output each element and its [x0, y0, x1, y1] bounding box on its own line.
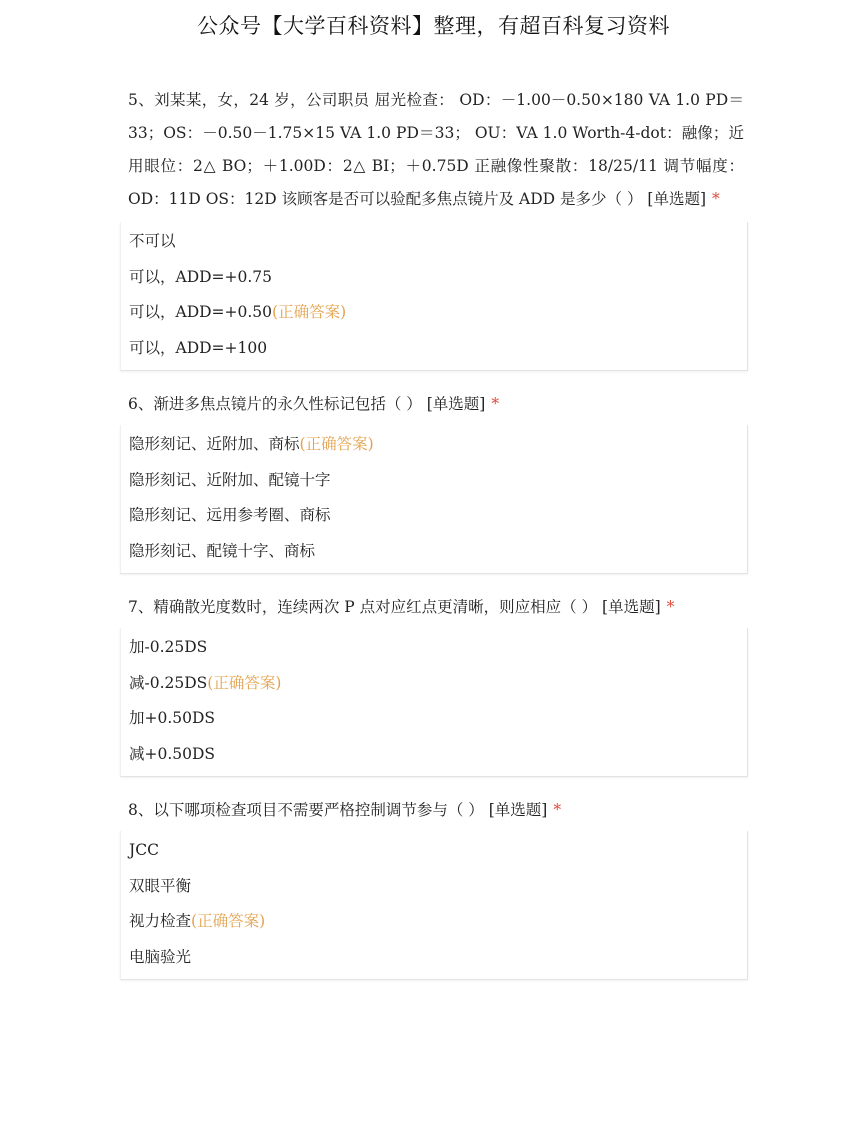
- question-5-stem: 5、刘某某，女，24 岁，公司职员 屈光检查： OD：－1.00－0.50×180 VA 1.0 PD＝33；OS：－0.50－1.75×15 VA 1.0 PD＝33； OU：VA 1.0 Worth-4-dot：融像；近用眼位：2△ BO；＋1.00D：2△ BI；＋0.75D 正融像性聚散：18/25/11 调节幅度： OD：11D OS：12D 该顾客是否可以验配多焦点镜片及 ADD 是多少（ ）: [128, 91, 744, 208]
- option-label: 减-0.25DS: [129, 673, 208, 692]
- required-star: *: [491, 395, 500, 413]
- question-6-option-a[interactable]: [121, 427, 747, 463]
- question-7-options: [120, 628, 748, 777]
- question-8-option-d[interactable]: [121, 940, 747, 976]
- question-8-text-block: [120, 789, 748, 831]
- required-star: *: [553, 801, 562, 819]
- question-list: [120, 84, 748, 992]
- question-7-text-block: [120, 586, 748, 628]
- option-label: 可以，ADD=+0.75: [129, 267, 273, 286]
- question-8-option-b[interactable]: [121, 869, 747, 905]
- question-6-text-block: [120, 383, 748, 425]
- required-star: *: [666, 598, 675, 616]
- question-5-type: [单选题]: [647, 190, 706, 208]
- question-5: [120, 84, 748, 371]
- option-label: 可以，ADD=+100: [129, 338, 268, 357]
- question-7-option-b[interactable]: [121, 666, 747, 702]
- question-7-option-c[interactable]: [121, 701, 747, 737]
- option-label: 双眼平衡: [129, 876, 192, 895]
- question-7-option-d[interactable]: [121, 737, 747, 773]
- option-label: 隐形刻记、近附加、配镜十字: [129, 470, 331, 489]
- option-label: 电脑验光: [129, 947, 192, 966]
- question-6: [120, 383, 748, 574]
- correct-answer-label: (正确答案): [299, 435, 374, 453]
- question-8-options: [120, 831, 748, 980]
- option-label: 隐形刻记、远用参考圈、商标: [129, 506, 331, 524]
- option-label: 减+0.50DS: [129, 744, 216, 763]
- question-5-option-b[interactable]: [121, 260, 747, 296]
- option-label: 加-0.25DS: [129, 638, 208, 656]
- question-5-option-d[interactable]: [121, 331, 747, 367]
- question-7-stem: 7、精确散光度数时，连续两次 P 点对应红点更清晰，则应相应（ ）: [128, 598, 598, 616]
- option-label: 不可以: [129, 232, 176, 250]
- question-5-option-a[interactable]: [121, 224, 747, 260]
- option-label: 可以，ADD=+0.50: [129, 303, 273, 321]
- correct-answer-label: (正确答案): [191, 912, 266, 930]
- question-6-option-d[interactable]: [121, 534, 747, 570]
- correct-answer-label: (正确答案): [272, 303, 347, 321]
- question-7-type: [单选题]: [602, 598, 661, 616]
- required-star: *: [712, 190, 720, 208]
- question-5-options: [120, 222, 748, 371]
- question-5-option-c[interactable]: [121, 295, 747, 331]
- question-8-stem: 8、以下哪项检查项目不需要严格控制调节参与（ ）: [128, 801, 484, 819]
- question-7: [120, 586, 748, 777]
- page-header-title: 公众号【大学百科资料】整理，有超百科复习资料: [197, 14, 670, 38]
- option-label: 隐形刻记、近附加、商标: [129, 435, 300, 453]
- question-6-option-c[interactable]: [121, 498, 747, 534]
- correct-answer-label: (正确答案): [207, 673, 282, 692]
- option-label: 视力检查: [129, 912, 192, 930]
- question-6-options: [120, 425, 748, 574]
- question-6-stem: 6、渐进多焦点镜片的永久性标记包括（ ）: [128, 395, 422, 413]
- question-8-option-c[interactable]: [121, 904, 747, 940]
- option-label: 隐形刻记、配镜十字、商标: [129, 541, 316, 560]
- question-8: [120, 789, 748, 980]
- question-8-type: [单选题]: [488, 801, 548, 819]
- option-label: 加+0.50DS: [129, 709, 216, 727]
- question-8-option-a[interactable]: [121, 833, 747, 869]
- question-6-type: [单选题]: [426, 395, 486, 413]
- option-label: JCC: [129, 841, 159, 859]
- question-7-option-a[interactable]: [121, 630, 747, 666]
- question-6-option-b[interactable]: [121, 463, 747, 499]
- question-5-text-block: [120, 84, 748, 222]
